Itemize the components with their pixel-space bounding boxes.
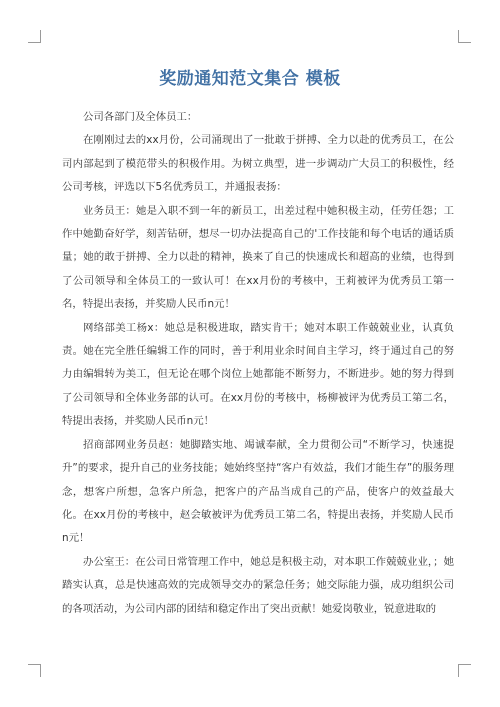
crop-mark-bottom-right	[458, 664, 471, 677]
paragraph-intro: 在刚刚过去的xx月份，公司涌现出了一批敢于拼搏、全力以赴的优秀员工，在公司内部起到了模范带头的积极作用。为树立典型，进一步调动广大员工的积极性，经公司考核，评选以下5名优秀员工，并通报表扬：	[62, 134, 454, 194]
paragraph-sales-zhao: 招商部网业务员赵：她脚踏实地、竭诚奉献，全力贯彻公司“不断学习，快速提升”的要求，提升自己的业务技能；她始终坚持“客户有效益，我们才能生存”的服务理念，想客户所想，急客户所急，把客户的产品当成自己的产品，使客户的效益最大化。在xx月份的考核中，赵会敏被评为优秀员工第二名，特提出表扬，并奖励人民币n元！	[62, 438, 454, 545]
salutation: 公司各部门及全体员工：	[83, 111, 198, 123]
crop-mark-top-right	[458, 30, 471, 43]
paragraph-designer-yang: 网络部美工杨x：她总是积极进取，踏实肯干；她对本职工作兢兢业业，认真负责。她在完全胜任编辑工作的同时，善于利用业余时间自主学习，终于通过自己的努力由编辑转为美工，但无论在哪个岗位上她都能不断努力，不断进步。她的努力得到了公司领导和全体业务部的认可。在xx月份的考核中，杨柳被评为优秀员工第二名，特提出表扬，并奖励人民币n元！	[62, 321, 454, 428]
paragraph-office-wang: 办公室王：在公司日常管理工作中，她总是积极主动，对本职工作兢兢业业，；她踏实认真，总是快速高效的完成领导交办的紧急任务；她交际能力强，成功组织公司的各项活动，为公司内部的团结和稳定作出了突出贡献！她爱岗敬业，锐意进取的	[62, 555, 454, 615]
document-title: 奖励通知范文集合 模板	[159, 69, 341, 89]
crop-mark-top-left	[28, 30, 41, 43]
document-body	[62, 106, 454, 621]
paragraph-salesperson-wang: 业务员王：她是入职不到一年的新员工，出差过程中她积极主动，任劳任怨；工作中她勤奋好学，刻苦钻研，想尽一切办法提高自己的'工作技能和每个电话的通话质量；她的敢于拼搏、全力以赴的精神，换来了自己的快速成长和超高的业绩，也得到了公司领导和全体员工的一致认可！在xx月份的考核中，王莉被评为优秀员工第一名，特提出表扬，并奖励人民币n元！	[62, 204, 454, 311]
crop-mark-bottom-left	[28, 664, 41, 677]
